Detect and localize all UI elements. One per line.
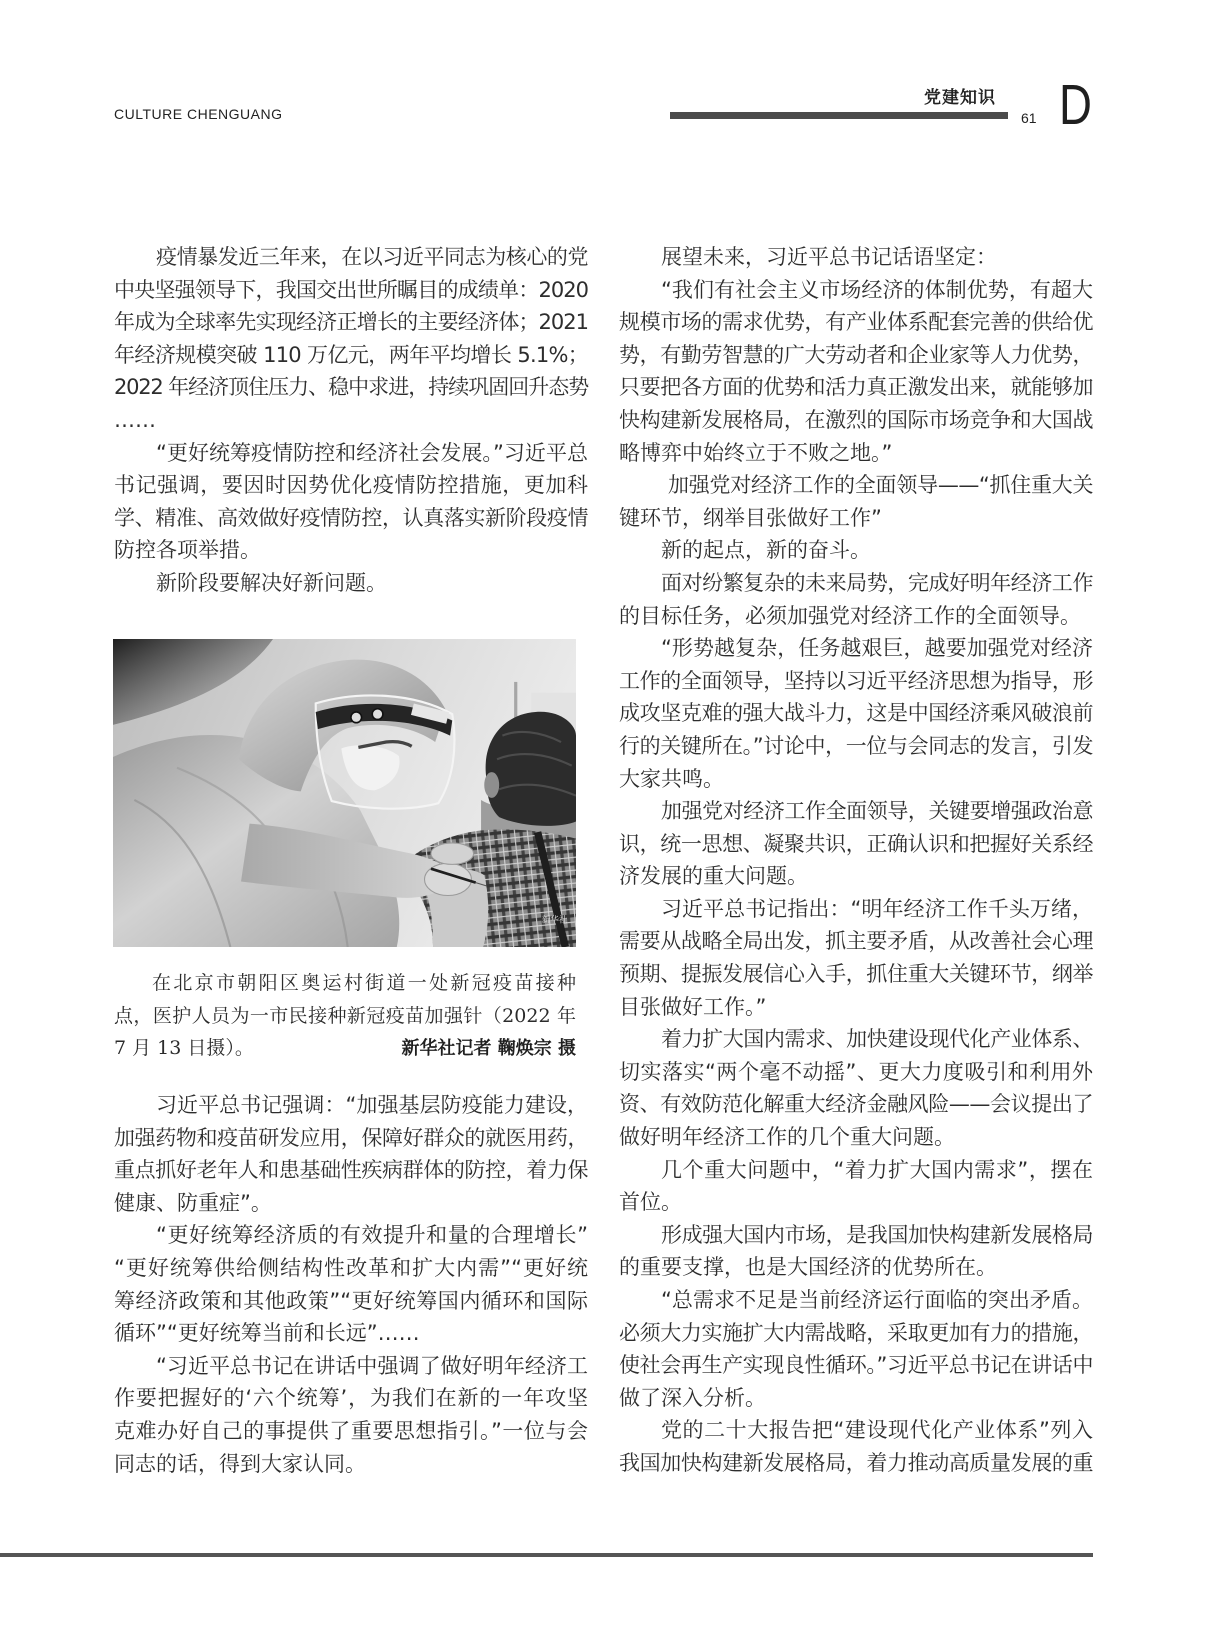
- text-line: 预期、提振发展信心入手，抓住重大关键环节，纲举: [619, 962, 1093, 987]
- caption-line: 7 月 13 日摄）。: [114, 1037, 254, 1060]
- paragraph: [619, 632, 1093, 795]
- text-line: 面对纷繁复杂的未来局势，完成好明年经济工作: [661, 570, 1093, 595]
- paragraph: [619, 534, 1093, 567]
- text-line: 展望未来，习近平总书记话语坚定：: [661, 245, 997, 269]
- text-line: 必须大力实施扩大内需战略，采取更加有力的措施，: [619, 1320, 1093, 1345]
- text-line: 势，有勤劳智慧的广大劳动者和企业家等人力优势，: [619, 342, 1093, 367]
- paragraph: [114, 567, 588, 600]
- text-line: 行的关键所在。”讨论中，一位与会同志的发言，引发: [619, 733, 1093, 758]
- text-line: “更好统筹疫情防控和经济社会发展。”习近平总: [156, 440, 588, 465]
- text-line: 切实落实“两个毫不动摇”、更大力度吸引和利用外: [619, 1059, 1093, 1084]
- paragraph: [619, 1023, 1093, 1153]
- photo-watermark: 新华社: [541, 915, 568, 926]
- paragraph: [114, 1219, 588, 1349]
- text-line: 克难办好自己的事提供了重要思想指引。”一位与会: [114, 1418, 588, 1443]
- text-line: 书记强调，要因时因势优化疫情防控措施，更加科: [114, 473, 588, 498]
- text-line: 循环”“更好统筹当前和长远”……: [114, 1321, 420, 1346]
- text-line: 使社会再生产实现良性循环。”习近平总书记在讲话中: [619, 1353, 1093, 1378]
- text-line: 习近平总书记强调：“加强基层防疫能力建设，: [156, 1093, 588, 1117]
- right-column-text: [619, 241, 1093, 1480]
- caption-line: 点，医护人员为一市民接种新冠疫苗加强针（2022 年: [114, 1004, 576, 1027]
- text-line: 需要从战略全局出发，抓主要矛盾，从改善社会心理: [619, 929, 1093, 954]
- text-line: 加强党对经济工作的全面领导——“抓住重大关: [668, 473, 1093, 498]
- text-line: 的重要支撑，也是大国经济的优势所在。: [619, 1255, 997, 1280]
- text-line: 工作的全面领导，坚持以习近平经济思想为指导，形: [619, 668, 1093, 693]
- paragraph: [114, 437, 588, 567]
- text-line: 加强药物和疫苗研发应用，保障好群众的就医用药，: [114, 1125, 588, 1150]
- text-line: “更好统筹经济质的有效提升和量的合理增长”: [156, 1223, 588, 1248]
- section-title: 党建知识: [924, 88, 996, 108]
- text-line: 加强党对经济工作全面领导，关键要增强政治意: [661, 799, 1093, 824]
- text-line: “形势越复杂，任务越艰巨，越要加强党对经济: [661, 636, 1093, 661]
- magazine-name: CULTURE CHENGUANG: [114, 106, 283, 122]
- paragraph: [619, 893, 1093, 1023]
- photo-caption: [114, 967, 576, 1066]
- text-line: 新阶段要解决好新问题。: [156, 570, 387, 595]
- recipient-ear: [484, 772, 499, 798]
- text-line: 首位。: [619, 1190, 682, 1215]
- text-line: 的目标任务，必须加强党对经济工作的全面领导。: [619, 603, 1081, 628]
- text-line: 大家共鸣。: [619, 766, 724, 791]
- text-line: 作要把握好的‘六个统筹’，为我们在新的一年攻坚: [114, 1386, 588, 1411]
- text-line: 同志的话，得到大家认同。: [114, 1451, 366, 1476]
- text-line: 我国加快构建新发展格局，着力推动高质量发展的重: [619, 1450, 1093, 1475]
- text-line: 中央坚强领导下，我国交出世所瞩目的成绩单：2020: [114, 277, 588, 302]
- footer-rule: [0, 1553, 1093, 1557]
- page-number: 61: [1021, 110, 1037, 126]
- text-line: “更好统筹供给侧结构性改革和扩大内需”“更好统: [114, 1255, 588, 1280]
- paragraph: [619, 795, 1093, 893]
- left-column-top-text: [114, 241, 588, 600]
- paragraph: [619, 1414, 1093, 1479]
- text-line: 做好明年经济工作的几个重大问题。: [619, 1125, 955, 1150]
- text-line: 习近平总书记指出：“明年经济工作千头万绪，: [661, 896, 1093, 921]
- paragraph: [619, 274, 1093, 470]
- headband-button: [372, 709, 383, 720]
- text-line: 健康、防重症”。: [114, 1190, 272, 1215]
- text-line: “总需求不足是当前经济运行面临的突出矛盾。: [661, 1288, 1093, 1312]
- text-line: 2022 年经济顶住压力、稳中求进，持续巩固回升态势: [114, 375, 588, 400]
- caption-last-line: [114, 1032, 576, 1066]
- text-line: 识，统一思想、凝聚共识，正确认识和把握好关系经: [619, 831, 1093, 856]
- text-line: 学、精准、高效做好疫情防控，认真落实新阶段疫情: [114, 505, 588, 530]
- paragraph: [619, 241, 1093, 274]
- text-line: 快构建新发展格局，在激烈的国际市场竞争和大国战: [619, 407, 1093, 432]
- paragraph: [619, 1154, 1093, 1219]
- text-line: 新的起点，新的奋斗。: [661, 538, 871, 563]
- paragraph: [619, 1284, 1093, 1414]
- photo-credit: 新华社记者 鞠焕宗 摄: [401, 1038, 576, 1060]
- text-line: 疫情暴发近三年来，在以习近平同志为核心的党: [156, 245, 588, 269]
- paragraph: [114, 241, 588, 437]
- text-line: 年经济规模突破 110 万亿元，两年平均增长 5.1%；: [114, 342, 588, 367]
- text-line: 目张做好工作。”: [619, 994, 767, 1019]
- headband-button: [351, 712, 362, 723]
- text-line: 键环节，纲举目张做好工作”: [619, 505, 882, 530]
- text-line: “我们有社会主义市场经济的体制优势，有超大: [661, 277, 1093, 302]
- left-column-bottom-text: [114, 1089, 588, 1480]
- text-line: 略博弈中始终立于不败之地。”: [619, 440, 893, 465]
- text-line: 成攻坚克难的强大战斗力，这是中国经济乘风破浪前: [619, 701, 1093, 726]
- header-rule: [670, 112, 1008, 119]
- paragraph: [619, 567, 1093, 632]
- text-line: 年成为全球率先实现经济正增长的主要经济体；2021: [114, 310, 588, 335]
- text-line: 筹经济政策和其他政策”“更好统筹国内循环和国际: [114, 1288, 588, 1313]
- text-line: “习近平总书记在讲话中强调了做好明年经济工: [156, 1353, 588, 1378]
- text-line: ……: [114, 407, 156, 432]
- section-subheading: [619, 469, 1093, 534]
- text-line: 党的二十大报告把“建设现代化产业体系”列入: [661, 1418, 1093, 1443]
- paragraph: [114, 1350, 588, 1480]
- text-line: 几个重大问题中，“着力扩大国内需求”，摆在: [661, 1157, 1093, 1182]
- section-letter: D: [1059, 73, 1092, 137]
- text-line: 济发展的重大问题。: [619, 864, 808, 889]
- text-line: 重点抓好老年人和患基础性疾病群体的防控，着力保: [114, 1158, 588, 1183]
- text-line: 做了深入分析。: [619, 1385, 766, 1410]
- text-line: 资、有效防范化解重大经济金融风险——会议提出了: [619, 1092, 1093, 1117]
- paragraph: [114, 1089, 588, 1219]
- text-line: 着力扩大国内需求、加快建设现代化产业体系、: [661, 1027, 1093, 1052]
- text-line: 规模市场的需求优势，有产业体系配套完善的供给优: [619, 310, 1093, 335]
- text-line: 防控各项举措。: [114, 538, 261, 563]
- caption-line: 在北京市朝阳区奥运村街道一处新冠疫苗接种: [152, 972, 576, 994]
- worker-other-gloved-hand: [431, 843, 474, 864]
- text-line: 只要把各方面的优势和活力真正激发出来，就能够加: [619, 375, 1093, 400]
- paragraph: [619, 1219, 1093, 1284]
- news-photo: [113, 639, 576, 947]
- text-line: 形成强大国内市场，是我国加快构建新发展格局: [661, 1222, 1093, 1247]
